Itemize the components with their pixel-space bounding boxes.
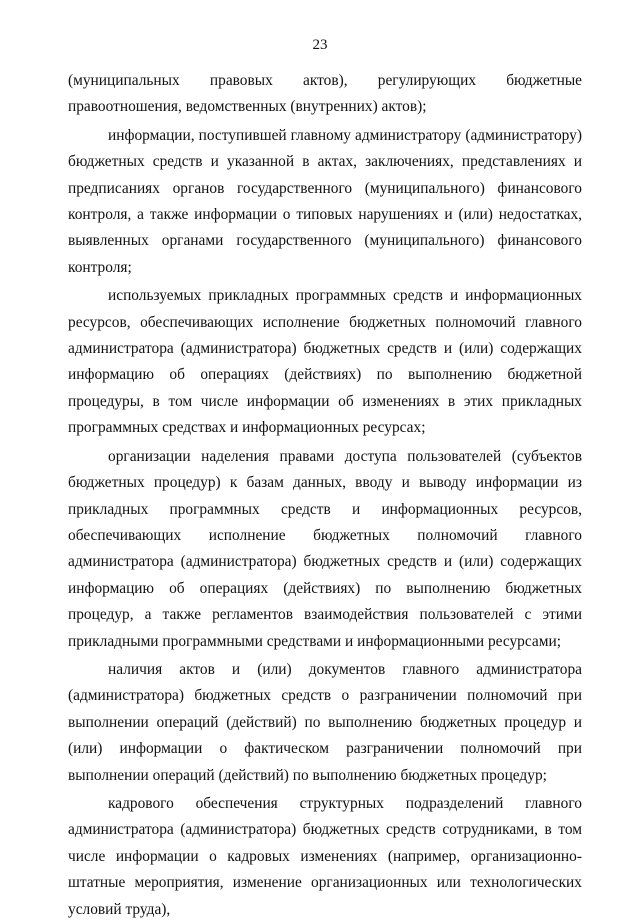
paragraph-control-body-information: информации, поступившей главному администратору (администратору) бюджетных средств и указанной в актах, заключениях, представлениях и предписаниях органов государственного (муниципального) финансового контроля, а также информации о типовых нарушениях и (или) недостатках, выявленных органами государственного (муниципального) финансового контроля; — [68, 126, 582, 276]
page-number: 23 — [312, 37, 328, 53]
paragraph-software-resources: используемых прикладных программных средств и информационных ресурсов, обеспечивающих исполнение бюджетных полномочий главного администратора (администратора) бюджетных средств и (или) содержащих информацию об операциях (действиях) по выполнению бюджетной процедуры, в том числе информации об изменениях в этих прикладных программных средствах и информационных ресурсах; — [68, 287, 582, 437]
paragraph-access-rights: организации наделения правами доступа пользователей (субъектов бюджетных процедур) к базам данных, вводу и выводу информации из прикладных программных средств и информационных ресурсов, обеспечивающих исполнение бюджетных полномочий главного администратора (администратора) бюджетных средств и (или) содержащих информацию об операциях (действиях) по выполнению бюджетных процедур, а также регламентов взаимодействия пользователей с этими прикладными программными средствами и информационными ресурсами; — [68, 447, 582, 650]
paragraph-delegation-of-authority: наличия актов и (или) документов главного администратора (администратора) бюджетных средств о разграничении полномочий при выполнении операций (действий) по выполнению бюджетных процедур и (или) информации о фактическом разграничении полномочий при выполнении операций (действий) по выполнению бюджетных процедур; — [68, 660, 582, 784]
paragraph-legal-acts-continuation: (муниципальных правовых актов), регулирующих бюджетные правоотношения, ведомственных (внутренних) актов); — [68, 72, 582, 116]
paragraph-staffing: кадрового обеспечения структурных подразделений главного администратора (администратора) бюджетных средств сотрудниками, в том числе информации о кадровых изменениях (например, организационно-штатные мероприятия, изменение организационных или технологических условий труда), — [68, 794, 582, 918]
document-body — [68, 68, 582, 923]
